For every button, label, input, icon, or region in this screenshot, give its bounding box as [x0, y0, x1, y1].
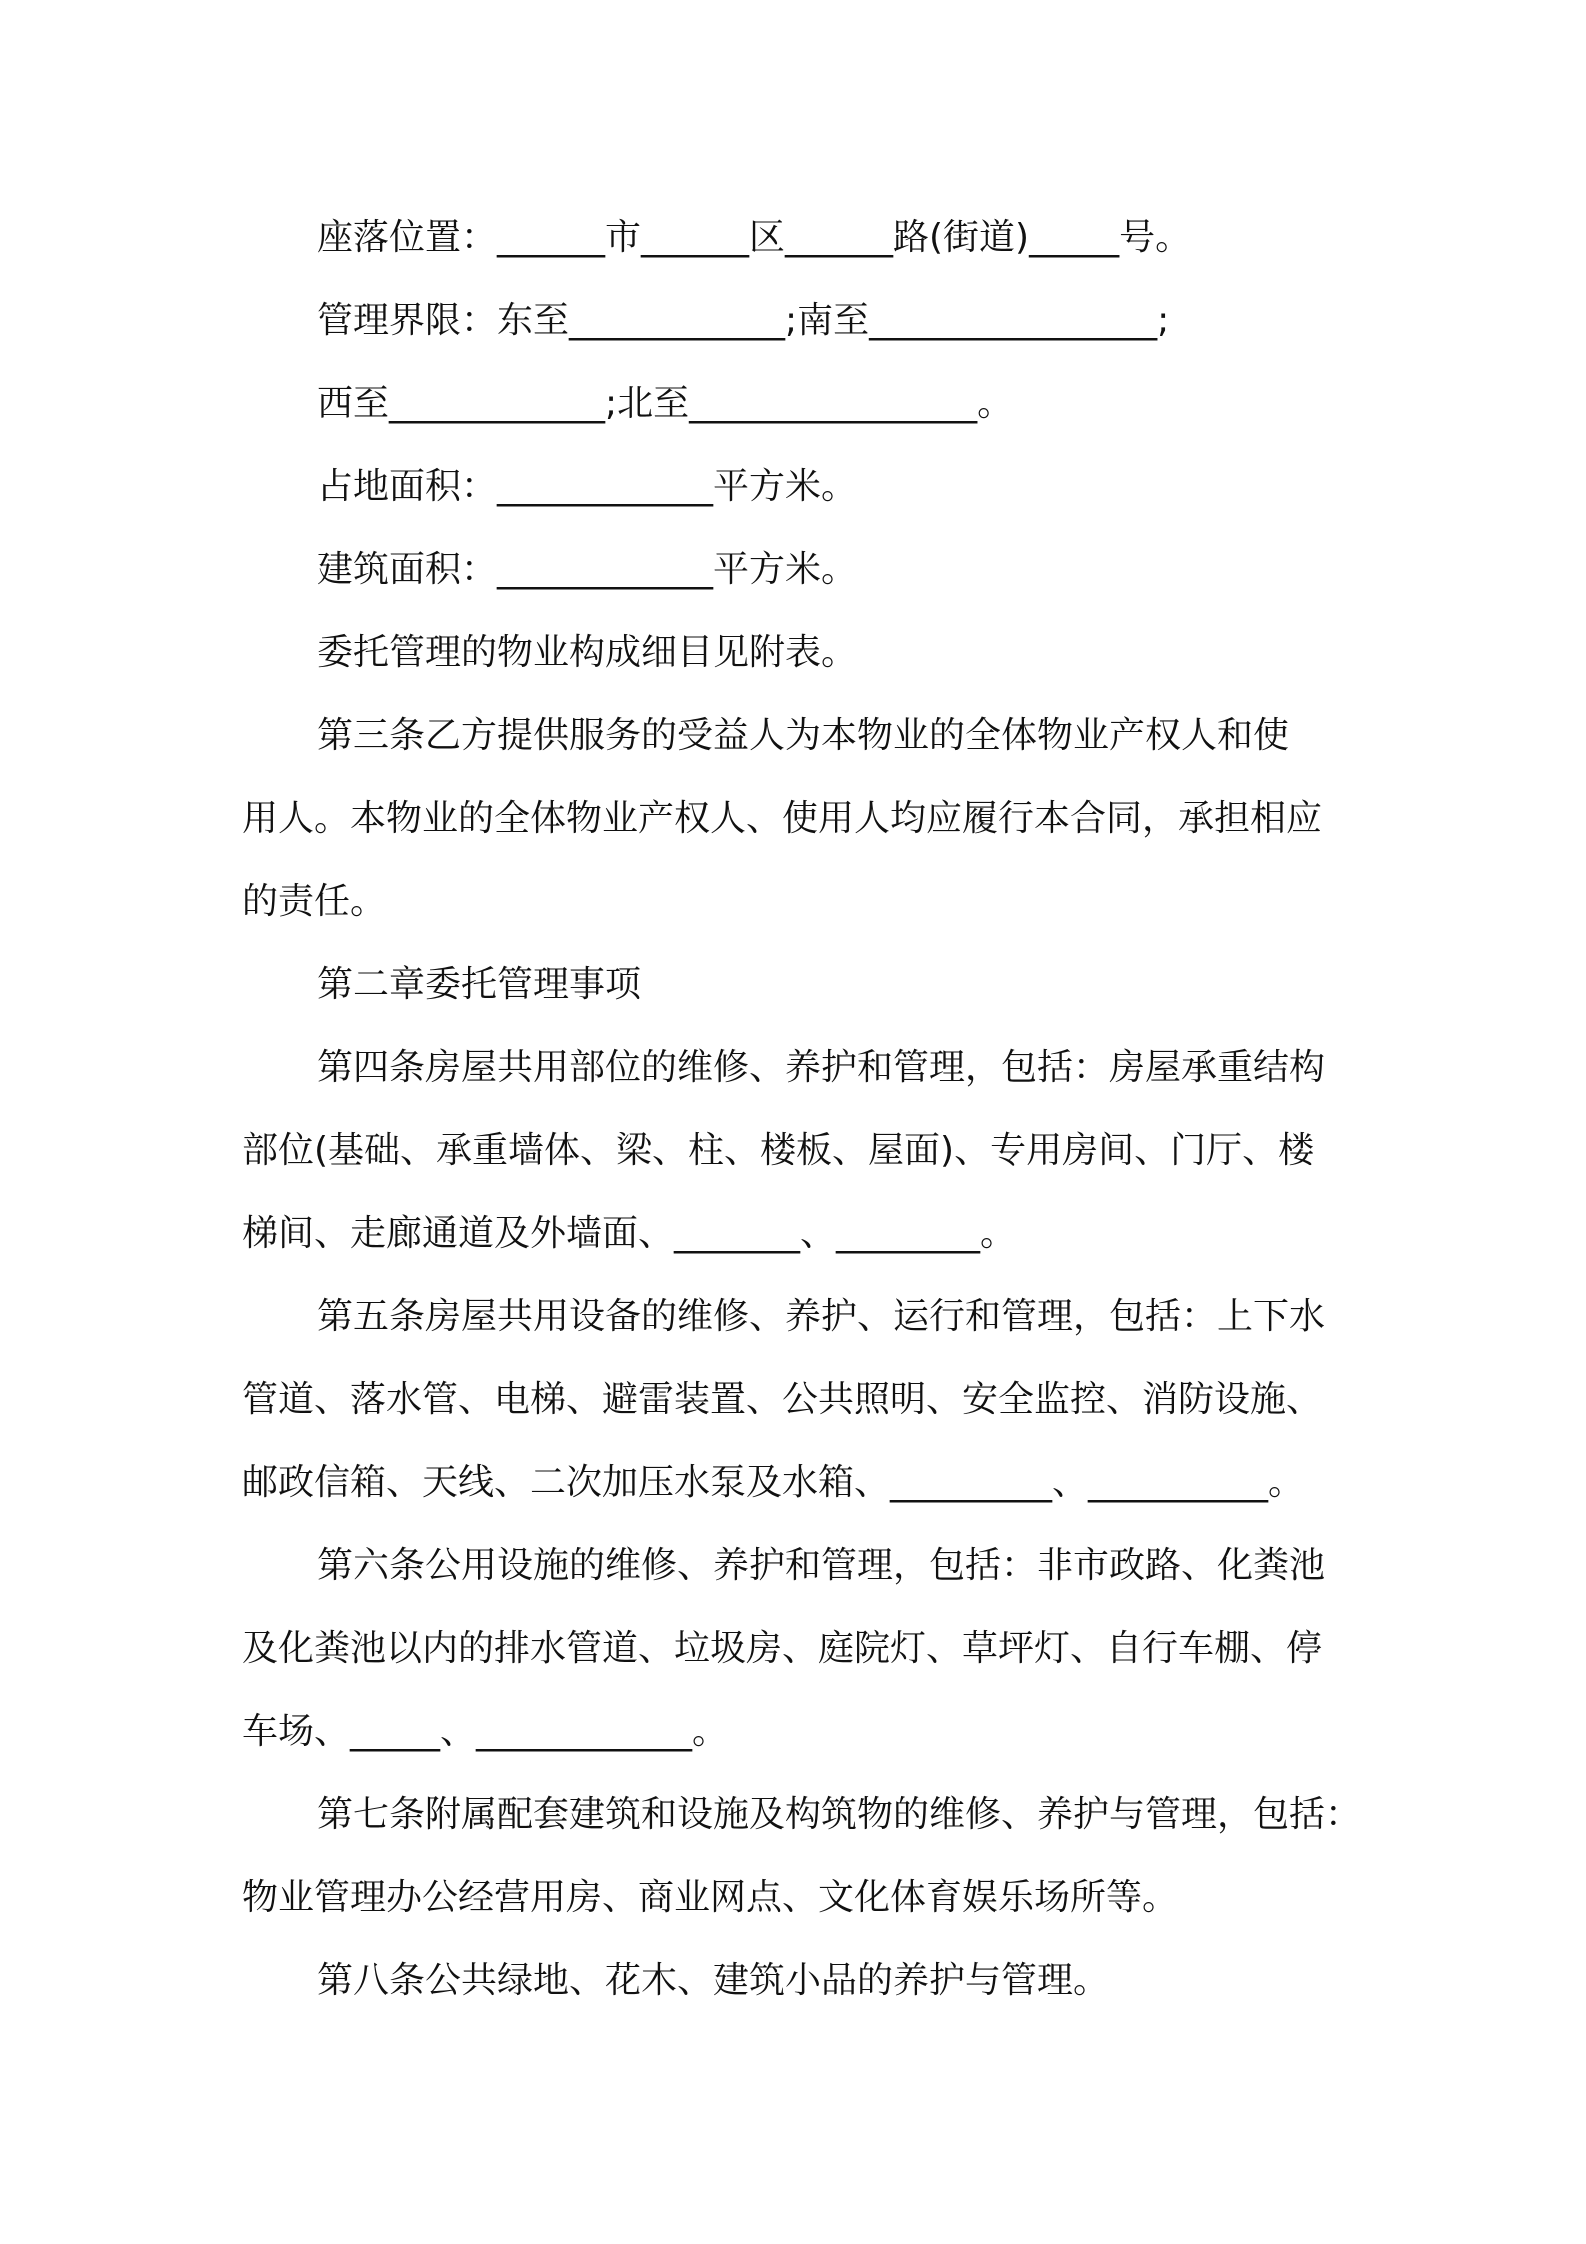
article-3-line-3: 的责任。 [242, 881, 387, 922]
land-area-line: 占地面积：____________平方米。 [317, 466, 858, 507]
chapter-2-heading: 第二章委托管理事项 [317, 964, 642, 1005]
boundary-line-east-south: 管理界限：东至____________;南至________________; [317, 300, 1170, 341]
article-5-line-2: 管道、落水管、电梯、避雷装置、公共照明、安全监控、消防设施、 [242, 1379, 1323, 1420]
document-body [242, 196, 1362, 2022]
article-5-line-3: 邮政信箱、天线、二次加压水泵及水箱、_________、__________。 [242, 1462, 1305, 1503]
article-7-line-1: 第七条附属配套建筑和设施及构筑物的维修、养护与管理，包括： [317, 1794, 1362, 1835]
article-4-line-1: 第四条房屋共用部位的维修、养护和管理，包括：房屋承重结构 [317, 1047, 1326, 1088]
property-detail-line: 委托管理的物业构成细目见附表。 [317, 632, 858, 673]
building-area-line: 建筑面积：____________平方米。 [317, 549, 858, 590]
article-7-line-2: 物业管理办公经营用房、商业网点、文化体育娱乐场所等。 [242, 1877, 1179, 1918]
location-line: 座落位置：______市______区______路(街道)_____号。 [317, 217, 1192, 258]
article-6-line-1: 第六条公用设施的维修、养护和管理，包括：非市政路、化粪池 [317, 1545, 1326, 1586]
article-5-line-1: 第五条房屋共用设备的维修、养护、运行和管理，包括：上下水 [317, 1296, 1326, 1337]
boundary-line-west-north: 西至____________;北至________________。 [317, 383, 1014, 424]
article-6-line-2: 及化粪池以内的排水管道、垃圾房、庭院灯、草坪灯、自行车棚、停 [242, 1628, 1323, 1669]
article-3-line-1: 第三条乙方提供服务的受益人为本物业的全体物业产权人和使 [317, 715, 1290, 756]
article-3-line-2: 用人。本物业的全体物业产权人、使用人均应履行本合同，承担相应 [242, 798, 1323, 839]
article-4-line-2: 部位(基础、承重墙体、梁、柱、楼板、屋面)、专用房间、门厅、楼 [242, 1130, 1315, 1171]
article-6-line-3: 车场、_____、____________。 [242, 1711, 729, 1752]
article-4-line-3: 梯间、走廊通道及外墙面、_______、________。 [242, 1213, 1017, 1254]
article-8-line-1: 第八条公共绿地、花木、建筑小品的养护与管理。 [317, 1960, 1110, 2001]
